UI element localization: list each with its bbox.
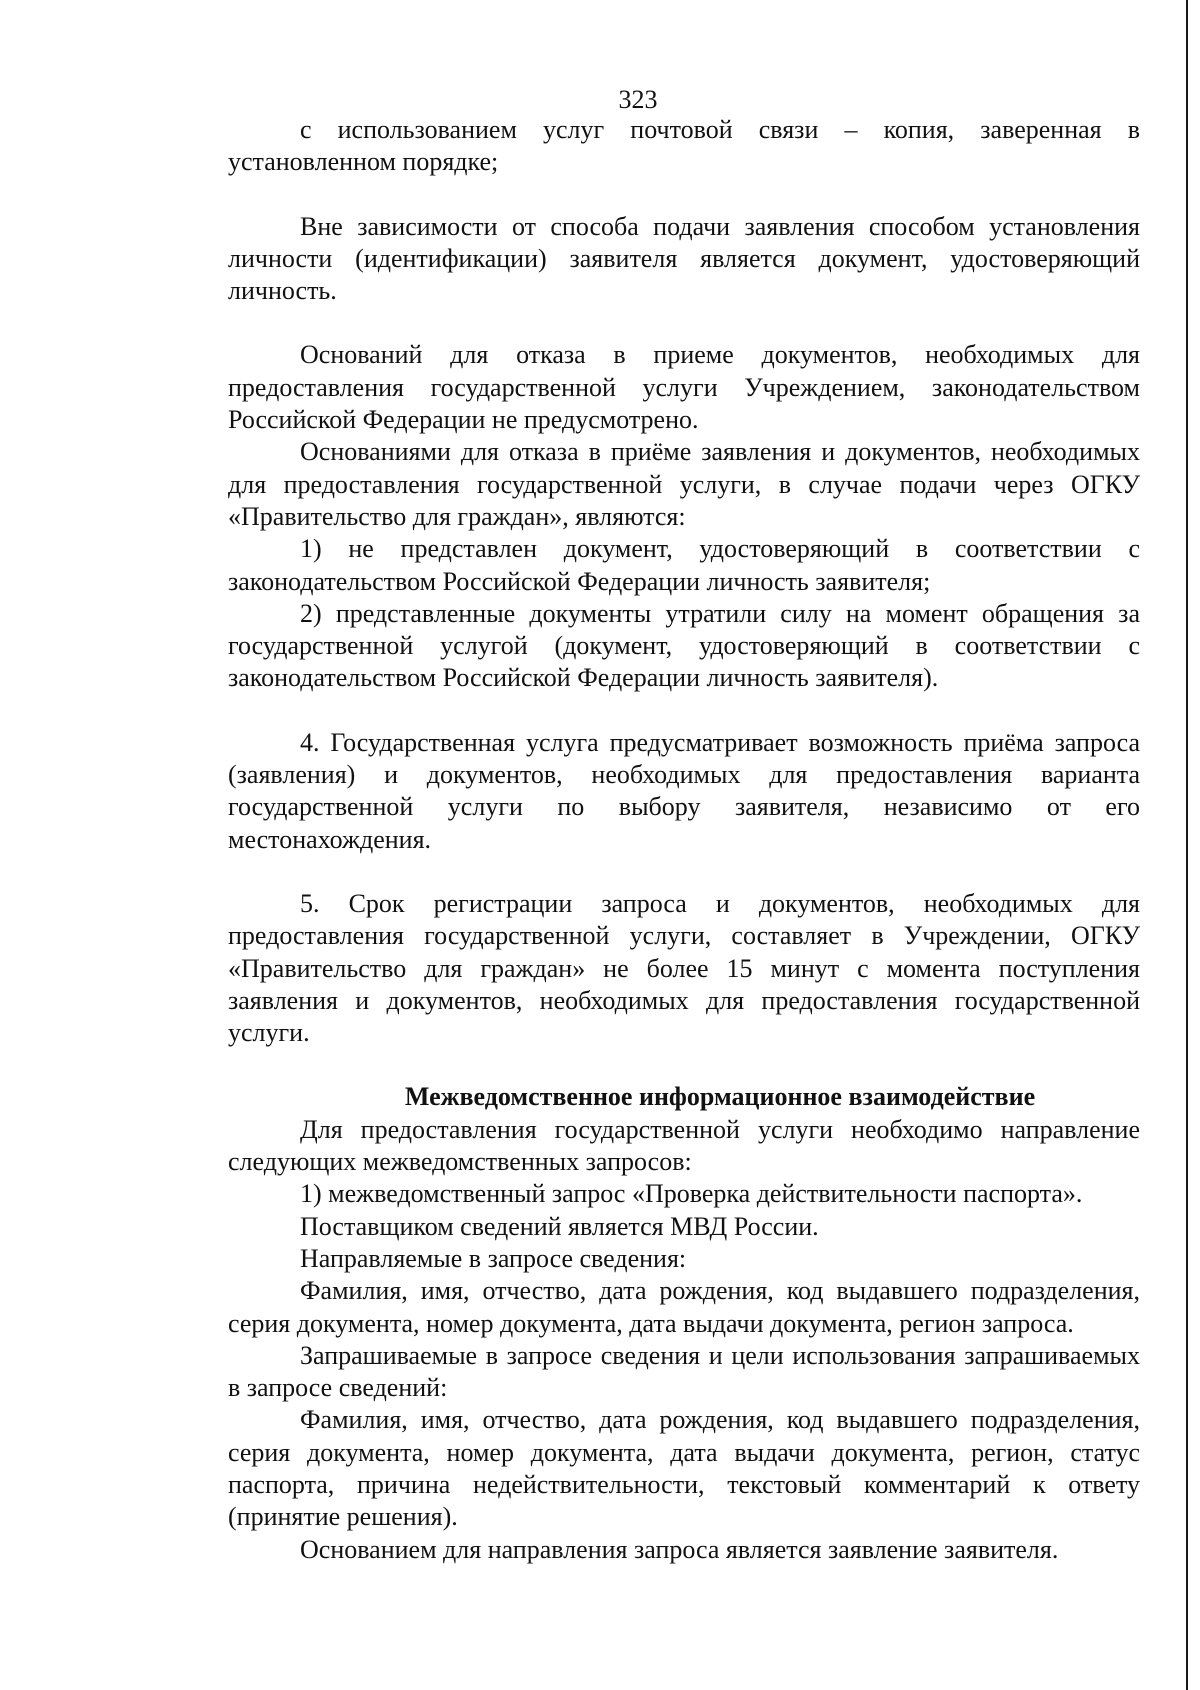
document-body xyxy=(228,114,1140,1566)
paragraph-gap xyxy=(228,179,1140,211)
paragraph: Запрашиваемые в запросе сведения и цели использования запрашиваемых в запросе сведений: xyxy=(228,1340,1140,1403)
paragraph: Оснований для отказа в приеме документов, необходимых для предоставления государственной услуги Учреждением, законодательством Российской Федерации не предусмотрено. xyxy=(228,340,1140,435)
paragraph: Основанием для направления запроса является заявление заявителя. xyxy=(300,1534,1059,1564)
paragraph-gap xyxy=(228,1049,1140,1081)
paragraph: Основаниями для отказа в приёме заявления и документов, необходимых для предоставления государственной услуги, в случае подачи через ОГКУ «Правительство для граждан», являются: xyxy=(228,437,1140,531)
page-edge-line xyxy=(1186,0,1188,1690)
paragraph: с использованием услуг почтовой связи – копия, заверенная в установленном порядке; xyxy=(228,115,1140,177)
paragraph: 1) межведомственный запрос «Проверка действительности паспорта». xyxy=(300,1179,1083,1209)
section-heading: Межведомственное информационное взаимодействие xyxy=(404,1082,1036,1112)
paragraph: 4. Государственная услуга предусматривает возможность приёма запроса (заявления) и документов, необходимых для предоставления варианта государственной услуги по выбору заявителя, независимо от его местонахождения. xyxy=(228,727,1140,854)
paragraph: 1) не представлен документ, удостоверяющий в соответствии с законодательством Российской Федерации личность заявителя; xyxy=(228,534,1140,596)
paragraph: Направляемые в запросе сведения: xyxy=(300,1243,687,1273)
paragraph-gap xyxy=(228,856,1140,888)
paragraph: 2) представленные документы утратили силу на момент обращения за государственной услугой (документ, удостоверяющий в соответствии с законодательством Российской Федерации личность заявителя). xyxy=(228,598,1140,693)
paragraph: Для предоставления государственной услуги необходимо направление следующих межведомственных запросов: xyxy=(228,1114,1140,1177)
paragraph-gap xyxy=(228,307,1140,339)
paragraph: Фамилия, имя, отчество, дата рождения, код выдавшего подразделения, серия документа, номер документа, дата выдачи документа, регион запроса. xyxy=(228,1276,1140,1338)
paragraph: Поставщиком сведений является МВД России. xyxy=(300,1211,819,1241)
paragraph-gap xyxy=(228,695,1140,727)
paragraph: Вне зависимости от способа подачи заявления способом установления личности (идентификации) заявителя является документ, удостоверяющий личность. xyxy=(228,211,1140,306)
paragraph: Фамилия, имя, отчество, дата рождения, код выдавшего подразделения, серия документа, номер документа, дата выдачи документа, регион, статус паспорта, причина недействительности, текстовый комментарий к ответу (принятие решения). xyxy=(228,1405,1140,1532)
paragraph: 5. Срок регистрации запроса и документов, необходимых для предоставления государственной услуги, составляет в Учреждении, ОГКУ «Правительство для граждан» не более 15 минут с момента поступления заявления и документов, необходимых для предоставления государственной услуги. xyxy=(228,888,1140,1048)
page-number: 323 xyxy=(618,85,658,114)
